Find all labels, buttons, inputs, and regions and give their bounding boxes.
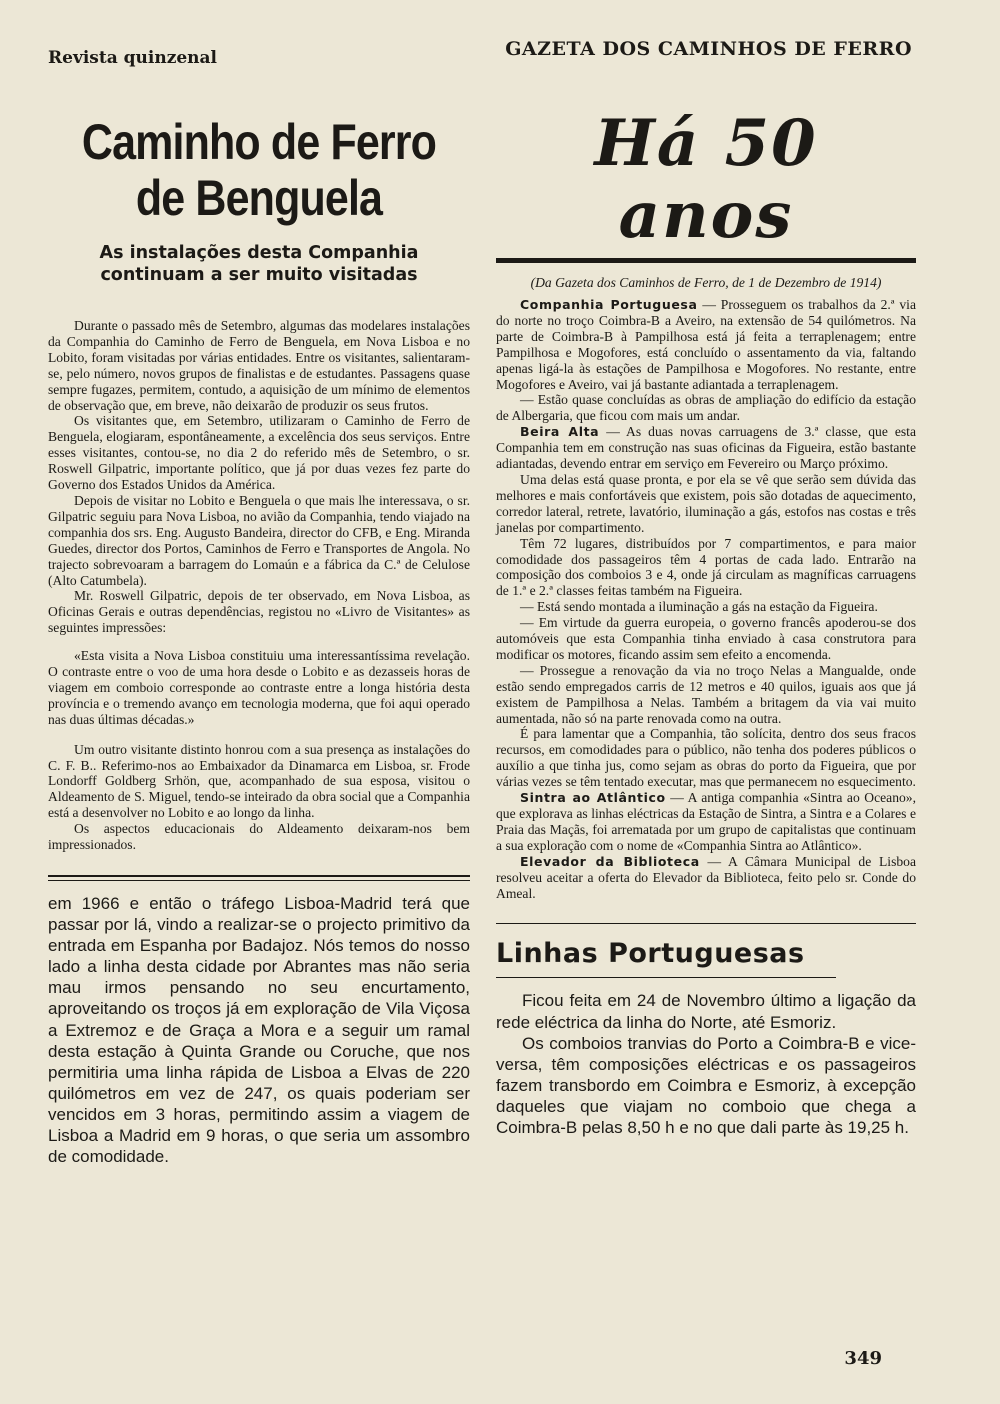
ha50-item [496, 472, 916, 536]
ha50-item [496, 536, 916, 600]
linhas-title-rule [496, 977, 836, 978]
ha50-keyword: Companhia Portuguesa [520, 297, 698, 312]
ha50-keyword: Elevador da Biblioteca [520, 853, 700, 869]
page-number: 349 [844, 1348, 882, 1369]
ha50-item [496, 663, 916, 727]
ha50-item [496, 726, 916, 790]
cfb-article-body [48, 318, 470, 853]
cfb-subtitle-line1: As instalações desta Companhia [99, 243, 419, 263]
section-divider [48, 875, 470, 881]
cfb-title-line2: de Benguela [135, 170, 383, 226]
ha50-item [496, 392, 916, 424]
header-right: GAZETA DOS CAMINHOS DE FERRO [505, 38, 912, 60]
linhas-paragraph: Ficou feita em 24 de Novembro último a ligação da rede eléctrica da linha do Norte, até Esmoriz. [496, 991, 916, 1032]
ha50-item [496, 854, 916, 902]
ha50-title-rule [496, 258, 916, 263]
ha50-item [496, 790, 916, 854]
cfb-subtitle [48, 242, 470, 286]
ha50-item-text: — Estão quase concluídas as obras de ampliação do edifício da estação de Albergaria, que ficou com mais um andar. [496, 392, 916, 424]
ha50-item [496, 297, 916, 392]
linhas-title: Linhas Portuguesas [496, 938, 805, 970]
ha50-item [496, 424, 916, 472]
linhas-paragraph: Os comboios tranvias do Porto a Coimbra-B e vice-versa, têm composições eléctricas e os passageiros fazem transbordo em Coimbra e Esmoriz, à excepção daqueles que viajam no comboio que chega a Coimbra-B pelas 8,50 h e no que dali parte às 19,25 h. [496, 1033, 916, 1137]
ha50-item-text: Têm 72 lugares, distribuídos por 7 compartimentos, e para maior comodidade dos passageiros têm 4 portas de cada lado. Entrarão na composição dos comboios 3 e 4, onde já circulam as magníficas carruagens de 1.ª e 2.ª classes feitas também na Figueira. [496, 535, 916, 599]
cfb-title-line1: Caminho de Ferro [81, 114, 437, 170]
ha50-item-text: É para lamentar que a Companhia, tão solícita, dentro dos seus fracos recursos, em comodidades para o público, não tenha dos poderes públicos o auxílio a que tinha jus, como sejam as obras do porto da Figueira, que por várias vezes se têm tentado executar, mas que permanecem no esquecimento. [496, 726, 916, 790]
ha50-body [496, 297, 916, 901]
header-left: Revista quinzenal [48, 48, 218, 68]
ha50-source: (Da Gazeta dos Caminhos de Ferro, de 1 de Dezembro de 1914) [530, 275, 882, 290]
cfb-paragraph: Depois de visitar no Lobito e Benguela o que mais lhe interessava, o sr. Gilpatric seguiu para Nova Lisboa, no avião da Companhia, tendo viajado na companhia dos srs. Eng. Augusto Bandeira, director do CFB, e Eng. Miranda Guedes, director dos Portos, Caminhos de Ferro e Transportes de Angola. No trajecto sobrevoaram a barragem do Lomaún e a fábrica da C.ª de Celulose (Alto Catumbela). [48, 492, 470, 588]
cfb-quote: «Esta visita a Nova Lisboa constituiu uma interessantíssima revelação. O contraste entre o voo de uma hora desde o Lobito e as dezasseis horas de viagem em comboio corresponde ao contraste entre a longa história desta província e o tremendo avanço em tecnologia moderna, que foi aqui operado nas duas últimas décadas.» [48, 648, 470, 727]
ha50-item [496, 599, 916, 615]
ha50-keyword: Sintra ao Atlântico [520, 790, 666, 806]
continuation-text: em 1966 e então o tráfego Lisboa-Madrid terá que passar por lá, vindo a realizar-se o projecto primitivo da entrada em Espanha por Badajoz. Nós temos do nosso lado a linha desta cidade por Abrantes mas não seria mau irmos pensando no seu encurtamento, aproveitando os troços já em exploração de Vila Viçosa a Extremoz e de Graça a Mora e a seguir um ramal desta estação à Quinta Grande ou Coruche, que nos permitiria uma linha rápida de Lisboa a Elvas de 220 quilómetros em vez de 247, os quais poderiam ser vencidos em 3 horas, permitindo assim a viagem de Lisboa a Madrid em 9 horas, o que seria um assombro de comodidade. [48, 894, 470, 1167]
left-column [48, 112, 470, 1167]
ha50-item-text: — As duas novas carruagens de 3.ª classe, que esta Companhia tem em construção nas suas oficinas da Figueira, estão bastante adiantadas, devendo entrar em serviço em Fevereiro ou Março próximo. [496, 424, 916, 472]
cfb-paragraph: Os aspectos educacionais do Aldeamento deixaram-nos bem impressionados. [48, 821, 470, 853]
cfb-paragraph: Mr. Roswell Gilpatric, depois de ter observado, em Nova Lisboa, as Oficinas Gerais e outras dependências, registou no «Livro de Visitantes» as seguintes impressões: [48, 588, 470, 636]
cfb-title [78, 114, 441, 226]
right-column [496, 106, 916, 1138]
ha50-item-text: — A antiga companhia «Sintra ao Oceano», que explorava as linhas eléctricas da Estação de Sintra, a Sintra e a Colares e Praia das Maçãs, foi arrematada por um grupo de capitalistas que continuam a sua exploração com o nome de «Companhia Sintra ao Atlântico». [496, 790, 916, 853]
ha50-keyword: Beira Alta [520, 424, 600, 440]
ha50-item-text: — Em virtude da guerra europeia, o governo francês apoderou-se dos automóveis que esta Companhia tinha enviado à casa construtora para modificar os motores, ficando assim sem efeito a encomenda. [496, 615, 916, 662]
cfb-subtitle-line2: continuam a ser muito visitadas [100, 265, 418, 285]
cfb-paragraph: Durante o passado mês de Setembro, algumas das modelares instalações da Companhia do Caminho de Ferro de Benguela, em Nova Lisboa e no Lobito, foram visitadas por várias entidades. Entre os visitantes, salientaram-se, pelo número, novos grupos de finalistas e de estudantes. Passagens quase sempre fugazes, permitem, contudo, a aquisição de um mínimo de elementos de observação que, em breve, não deixarão de produzir os seus frutos. [48, 318, 470, 413]
ha50-item-text: — Prosseguem os trabalhos da 2.ª via do norte no troço Coimbra-B a Aveiro, na extensão de 54 quilómetros. Na parte de Coimbra-B à Pampilhosa está já feita a terraplenagem; entre Pampilhosa e Mogofores, está concluído o assentamento da via, faltando apenas ligá-la às estações de Pampilhosa e Mogofores. No restante, entre Mogofores e Aveiro, vai já bastante adiantada a terraplenagem. [496, 297, 916, 392]
linhas-body [496, 990, 916, 1138]
ha50-item-text: Uma delas está quase pronta, e por ela se vê que serão sem dúvida das melhores e mais confortáveis que existem, pois são dotadas de aquecimento, corredor lateral, retrete, lavatório, iluminação a gás, estofos nas costas e três janelas por compartimento. [496, 471, 916, 535]
ha50-item-text: — A Câmara Municipal de Lisboa resolveu aceitar a oferta do Elevador da Biblioteca, feito pelo sr. Conde do Ameal. [496, 853, 916, 901]
section-divider [496, 923, 916, 924]
ha50-item-text: — Está sendo montada a iluminação a gás na estação da Figueira. [520, 599, 878, 615]
cfb-paragraph: Os visitantes que, em Setembro, utilizaram o Caminho de Ferro de Benguela, elogiaram, espontâneamente, a excelência dos seus serviços. Entre esses visitantes, contou-se, no dia 2 do referido mês de Setembro, o sr. Roswell Gilpatric, importante político, que já por duas vezes fez parte do Governo dos Estados Unidos da América. [48, 413, 470, 493]
ha50-item [496, 615, 916, 663]
cfb-paragraph: Um outro visitante distinto honrou com a sua presença as instalações do C. F. B.. Referimo-nos ao Embaixador da Dinamarca em Lisboa, sr. Frode Londorff Goldberg Srhön, que, acompanhado de sua esposa, visitou o Aldeamento de S. Miguel, tendo-se inteirado da obra social que a Companhia está a desenvolver no Lobito e ao longo da linha. [48, 741, 470, 821]
ha50-title: Há 50 anos [594, 106, 818, 253]
ha50-item-text: — Prossegue a renovação da via no troço Nelas a Mangualde, onde estão sendo empregados carris de 12 metros e 40 quilos, iguais aos que já existem de Pampilhosa a Nelas. Também a britagem da via vai muito aumentada, não só na parte renovada como na outra. [496, 662, 916, 726]
